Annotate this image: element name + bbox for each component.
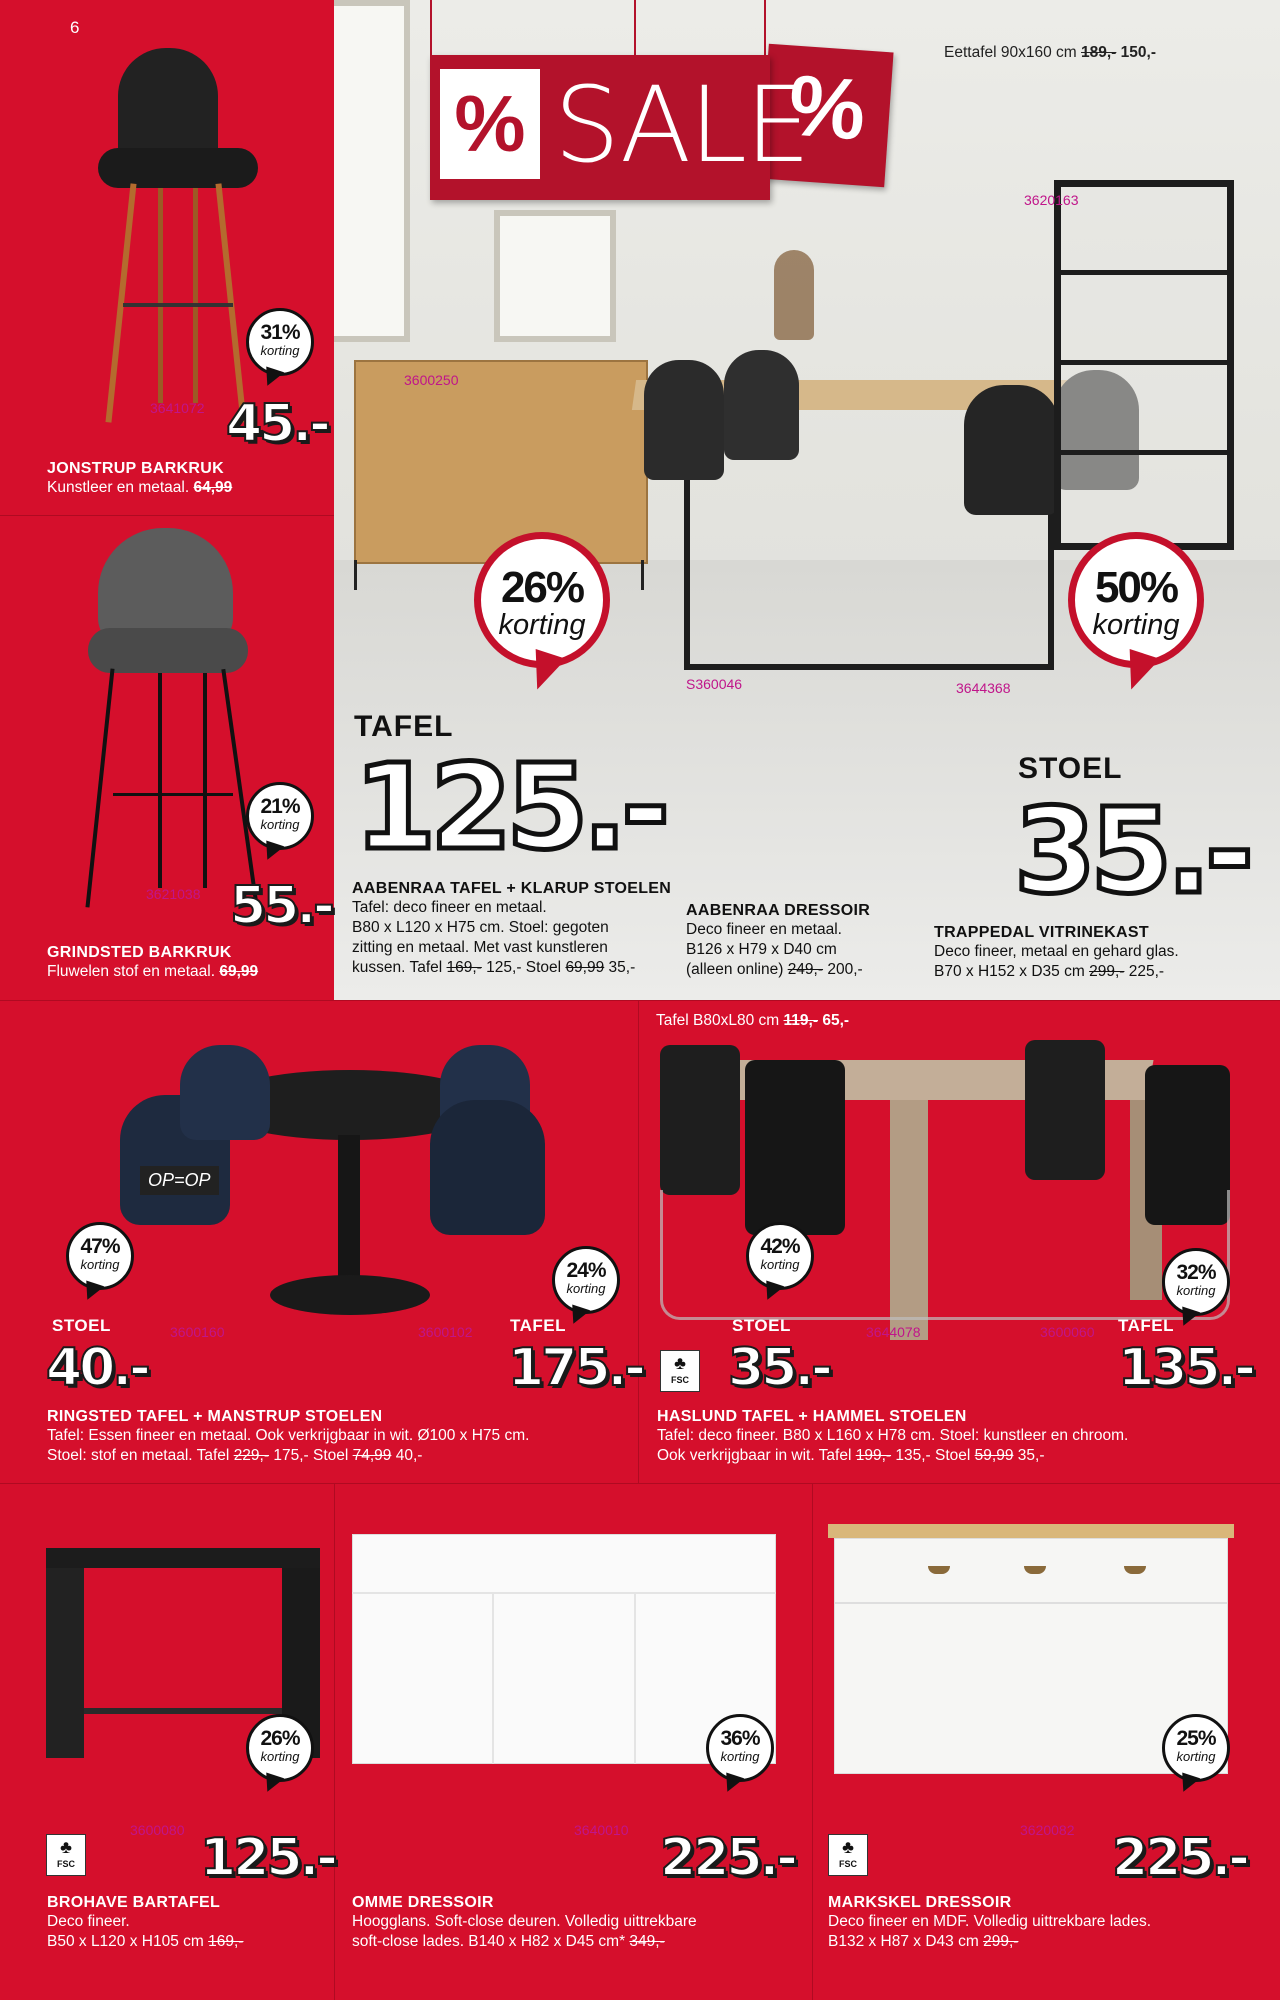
- haslund-mid: 135,- Stoel: [895, 1447, 971, 1464]
- brohave-line2-pre: B50 x L120 x H105 cm: [47, 1933, 204, 1950]
- jonstrup-desc: Kunstleer en metaal.: [47, 479, 190, 496]
- jonstrup-leg-3: [158, 188, 163, 403]
- haslund-tafel-discount-pct: 32%: [1176, 1261, 1216, 1284]
- manstrup-stoel-image-2: [180, 1045, 270, 1140]
- ringsted-stoel-discount-pct: 47%: [80, 1235, 120, 1258]
- window-left: [334, 0, 410, 342]
- omme-artnr: 3640010: [574, 1822, 629, 1838]
- vitrinekast-shelf-1: [1054, 270, 1234, 275]
- aabenraa-tafel-title: AABENRAA TAFEL + KLARUP STOELEN: [352, 880, 672, 897]
- aabenraa-dressoir-old-price: 249,-: [787, 961, 824, 978]
- markskel-line2-pre: B132 x H87 x D43 cm: [828, 1933, 979, 1950]
- grindsted-leg-2: [221, 669, 258, 907]
- aabenraa-dressoir-info: [686, 902, 896, 980]
- markskel-drawer-line: [834, 1602, 1228, 1604]
- divider-left-1: [0, 515, 334, 516]
- aabenraa-tafel-line3: zitting en metaal. Met vast kunstleren: [352, 939, 608, 956]
- vase-flowers: [774, 250, 814, 340]
- trappedal-line1: Deco fineer, metaal en gehard glas.: [934, 943, 1179, 960]
- haslund-stoel-price: 35.-: [728, 1338, 830, 1398]
- markskel-line1: Deco fineer en MDF. Volledig uittrekbare lades.: [828, 1913, 1152, 1930]
- hero-stoel-price: 35.-: [1014, 782, 1249, 920]
- ringsted-tafel-discount-pct: 24%: [566, 1259, 606, 1282]
- hero-tafel-price: 125.-: [354, 738, 665, 876]
- haslund-tafel-old-price: 199,-: [855, 1447, 892, 1464]
- grindsted-seat: [88, 628, 248, 673]
- fsc-tree-icon: ♣: [842, 1837, 854, 1857]
- artnr-vitrinekast: 3620163: [1024, 192, 1079, 208]
- markskel-fsc-text: FSC: [839, 1859, 857, 1869]
- haslund-tafel-discount-label: korting: [1176, 1283, 1216, 1298]
- jonstrup-title: JONSTRUP BARKRUK: [47, 460, 224, 477]
- haslund-tafel-discount-badge: [1162, 1248, 1230, 1316]
- brohave-title: BROHAVE BARTAFEL: [47, 1894, 221, 1911]
- grindsted-info: [47, 944, 327, 982]
- eettafel-old-price: 189,-: [1081, 44, 1117, 61]
- brohave-discount-badge: [246, 1714, 314, 1782]
- markskel-old-price: 299,-: [983, 1933, 1019, 1950]
- grindsted-desc: Fluwelen stof en metaal.: [47, 963, 216, 980]
- markskel-discount-badge: [1162, 1714, 1230, 1782]
- trappedal-line2-pre: B70 x H152 x D35 cm: [934, 963, 1085, 980]
- klarup-stoel-new-price: 35,-: [608, 959, 636, 976]
- markskel-price: 225.-: [1112, 1828, 1247, 1888]
- grindsted-old-price: 69,99: [219, 963, 259, 980]
- ringsted-stoel-label: STOEL: [52, 1316, 111, 1335]
- stoel-discount-label: korting: [1092, 609, 1180, 641]
- ringsted-tafel-discount-label: korting: [566, 1281, 606, 1296]
- trappedal-old-price: 299,-: [1089, 963, 1125, 980]
- stoel-discount-badge: [1068, 532, 1204, 668]
- markskel-discount-label: korting: [1176, 1749, 1216, 1764]
- omme-old-price: 349,-: [629, 1933, 665, 1950]
- haslund-artnr-1: 3644078: [866, 1324, 921, 1340]
- eettafel-new-price: 150,-: [1120, 44, 1157, 61]
- ringsted-line2-pre: Stoel: stof en metaal. Tafel: [47, 1447, 230, 1464]
- jonstrup-seat: [98, 148, 258, 188]
- ringsted-line1: Tafel: Essen fineer en metaal. Ook verkrijgbaar in wit. Ø100 x H75 cm.: [47, 1427, 530, 1444]
- fsc-tree-icon: ♣: [60, 1837, 72, 1857]
- trappedal-info: [934, 924, 1234, 982]
- grindsted-discount-pct: 21%: [260, 795, 300, 818]
- haslund-fsc-logo: [660, 1350, 700, 1392]
- artnr-dressoir: 3600250: [404, 372, 459, 388]
- page-number: 6: [70, 18, 80, 37]
- haslund-line2: [657, 1446, 1267, 1466]
- haslund-stoel-discount-label: korting: [760, 1257, 800, 1272]
- ringsted-tafel-label: TAFEL: [510, 1316, 567, 1335]
- brohave-crossbar: [84, 1708, 282, 1714]
- eettafel-note-text: Eettafel 90x160 cm: [944, 44, 1077, 61]
- trappedal-new-price: 225,-: [1128, 963, 1165, 980]
- brohave-discount-pct: 26%: [260, 1727, 300, 1750]
- grindsted-leg-4: [203, 673, 207, 888]
- omme-discount-badge: [706, 1714, 774, 1782]
- ringsted-table-base: [270, 1275, 430, 1315]
- ringsted-title: RINGSTED TAFEL + MANSTRUP STOELEN: [47, 1408, 383, 1425]
- divider-row-1: [0, 1000, 1280, 1001]
- haslund-tafel-price: 135.-: [1118, 1338, 1253, 1398]
- aabenraa-tafel-info: [352, 880, 682, 978]
- grindsted-footrest: [113, 793, 233, 796]
- markskel-top: [828, 1524, 1234, 1538]
- aabenraa-tafel-old-price: 169,-: [446, 959, 482, 976]
- omme-drawer-line: [352, 1592, 776, 1594]
- haslund-top-note: [656, 1012, 849, 1030]
- divider-row-2: [0, 1483, 1280, 1484]
- trappedal-vitrinekast-image: [1054, 180, 1234, 550]
- grindsted-leg-3: [158, 673, 162, 888]
- jonstrup-discount-label: korting: [260, 343, 300, 358]
- haslund-top-new-price: 65,-: [822, 1012, 850, 1029]
- brohave-info: [47, 1894, 327, 1952]
- klarup-stoel-image-3: [964, 385, 1059, 515]
- haslund-artnr-2: 3600060: [1040, 1324, 1095, 1340]
- sign-string-1: [430, 0, 432, 60]
- brohave-old-price: 169,-: [208, 1933, 244, 1950]
- artnr-stoel: 3644368: [956, 680, 1011, 696]
- ringsted-tafel-discount-badge: [552, 1246, 620, 1314]
- haslund-info: [657, 1408, 1267, 1466]
- hammel-stoel-image-3: [1025, 1040, 1105, 1180]
- klarup-stoel-image-1: [644, 360, 724, 480]
- ringsted-info: [47, 1408, 627, 1466]
- divider-middle-row2: [638, 1000, 639, 1483]
- sign-string-2: [634, 0, 636, 60]
- ringsted-stoel-discount-badge: [66, 1222, 134, 1290]
- aabenraa-dressoir-title: AABENRAA DRESSOIR: [686, 902, 871, 919]
- omme-line2-pre: soft-close lades. B140 x H82 x D45 cm*: [352, 1933, 626, 1950]
- haslund-fsc-text: FSC: [671, 1375, 689, 1385]
- jonstrup-price: 45.-: [226, 394, 328, 454]
- haslund-title: HASLUND TAFEL + HAMMEL STOELEN: [657, 1408, 967, 1425]
- haslund-line2-pre: Ook verkrijgbaar in wit. Tafel: [657, 1447, 852, 1464]
- ringsted-stoel-price: 40.-: [46, 1338, 148, 1398]
- ringsted-mid: 175,- Stoel: [273, 1447, 349, 1464]
- brohave-fsc-text: FSC: [57, 1859, 75, 1869]
- aabenraa-tafel-mid: 125,- Stoel: [486, 959, 562, 976]
- eettafel-note: [944, 44, 1156, 62]
- klarup-stoel-old-price: 69,99: [565, 959, 605, 976]
- markskel-title: MARKSKEL DRESSOIR: [828, 1894, 1012, 1911]
- jonstrup-desc-line: [47, 478, 327, 498]
- tafel-discount-pct: 26%: [500, 563, 584, 612]
- op-is-op-label: OP=OP: [140, 1166, 219, 1195]
- aabenraa-dressoir-line2: B126 x H79 x D40 cm: [686, 941, 837, 958]
- grindsted-price: 55.-: [230, 876, 332, 936]
- aabenraa-tafel-line1: Tafel: deco fineer en metaal.: [352, 899, 547, 916]
- hammel-stoel-old-price: 59,99: [974, 1447, 1014, 1464]
- manstrup-stoel-old-price: 74,99: [352, 1447, 392, 1464]
- tafel-discount-label: korting: [498, 609, 586, 641]
- sale-sign-right-percent: %: [785, 57, 869, 159]
- brohave-price: 125.-: [200, 1828, 335, 1888]
- vitrinekast-shelf-3: [1054, 450, 1234, 455]
- omme-discount-label: korting: [720, 1749, 760, 1764]
- artnr-tafel: S360046: [686, 676, 743, 692]
- grindsted-artnr: 3621038: [146, 886, 201, 902]
- hero-stoel-label: STOEL: [1018, 752, 1123, 785]
- hammel-stoel-new-price: 35,-: [1017, 1447, 1045, 1464]
- omme-title: OMME DRESSOIR: [352, 1894, 494, 1911]
- jonstrup-image: [88, 48, 268, 428]
- manstrup-stoel-new-price: 40,-: [395, 1447, 423, 1464]
- markskel-info: [828, 1894, 1268, 1952]
- divider-row3-2: [812, 1483, 813, 2000]
- omme-info: [352, 1894, 792, 1952]
- grindsted-discount-label: korting: [260, 817, 300, 832]
- aabenraa-dressoir-line3-pre: (alleen online): [686, 961, 784, 978]
- hero-photo: [334, 0, 1280, 1000]
- jonstrup-discount-pct: 31%: [260, 321, 300, 344]
- sale-sign-percent-box: [440, 69, 540, 179]
- tafel-discount-badge: [474, 532, 610, 668]
- brohave-line2: [47, 1932, 327, 1952]
- window-right: [494, 210, 616, 342]
- markskel-fsc-logo: [828, 1834, 868, 1876]
- jonstrup-old-price: 64,99: [193, 479, 233, 496]
- haslund-top-old-price: 119,-: [783, 1012, 819, 1029]
- jonstrup-footrest: [123, 303, 233, 307]
- omme-door-line-2: [634, 1594, 636, 1764]
- aabenraa-dressoir-new-price: 200,-: [827, 961, 863, 978]
- brohave-fsc-logo: [46, 1834, 86, 1876]
- brohave-top: [46, 1548, 320, 1568]
- markskel-discount-pct: 25%: [1176, 1727, 1216, 1750]
- haslund-tafel-label: TAFEL: [1118, 1316, 1175, 1335]
- hero-tafel-label: TAFEL: [354, 710, 454, 743]
- jonstrup-artnr: 3641072: [150, 400, 205, 416]
- brohave-line1: Deco fineer.: [47, 1913, 130, 1930]
- haslund-stoel-discount-pct: 42%: [760, 1235, 800, 1258]
- brohave-discount-label: korting: [260, 1749, 300, 1764]
- haslund-image: [660, 1040, 1240, 1350]
- sale-sign-main: [430, 55, 809, 200]
- ringsted-artnr-1: 3600160: [170, 1324, 225, 1340]
- brohave-side-left: [46, 1568, 84, 1758]
- sign-string-3: [764, 0, 766, 55]
- grindsted-image: [88, 528, 288, 918]
- vitrinekast-shelf-2: [1054, 360, 1234, 365]
- sale-sign-left-percent: %: [454, 79, 526, 168]
- aabenraa-dressoir-image: [354, 360, 648, 564]
- grindsted-leg-1: [85, 668, 114, 907]
- omme-door-line-1: [492, 1594, 494, 1764]
- omme-line1: Hoogglans. Soft-close deuren. Volledig uittrekbare: [352, 1913, 697, 1930]
- haslund-line1: Tafel: deco fineer. B80 x L160 x H78 cm. Stoel: kunstleer en chroom.: [657, 1427, 1129, 1444]
- aabenraa-tafel-line4: [352, 958, 682, 978]
- stoel-discount-pct: 50%: [1094, 563, 1178, 612]
- omme-price: 225.-: [660, 1828, 795, 1888]
- haslund-stoel-label: STOEL: [732, 1316, 791, 1335]
- hammel-stoel-image-1: [660, 1045, 740, 1195]
- divider-row3-1: [334, 1483, 335, 2000]
- trappedal-line2: [934, 962, 1234, 982]
- ringsted-tafel-price: 175.-: [508, 1338, 643, 1398]
- ringsted-stoel-discount-label: korting: [80, 1257, 120, 1272]
- jonstrup-info: [47, 460, 327, 498]
- aabenraa-dressoir-line1: Deco fineer en metaal.: [686, 921, 842, 938]
- ringsted-table-pedestal: [338, 1135, 360, 1285]
- grindsted-desc-line: [47, 962, 327, 982]
- brohave-artnr: 3600080: [130, 1822, 185, 1838]
- jonstrup-discount-badge: [246, 308, 314, 376]
- markskel-artnr: 3620082: [1020, 1822, 1075, 1838]
- ringsted-tafel-old-price: 229,-: [233, 1447, 270, 1464]
- ringsted-artnr-2: 3600102: [418, 1324, 473, 1340]
- haslund-stoel-discount-badge: [746, 1222, 814, 1290]
- haslund-top-note-text: Tafel B80xL80 cm: [656, 1012, 780, 1029]
- aabenraa-dressoir-line3: [686, 960, 896, 980]
- omme-line2: [352, 1932, 792, 1952]
- fsc-tree-icon: ♣: [674, 1353, 686, 1373]
- aabenraa-tafel-line4-pre: kussen. Tafel: [352, 959, 443, 976]
- sale-sign-text: SALE: [554, 64, 809, 186]
- trappedal-title: TRAPPEDAL VITRINEKAST: [934, 924, 1149, 941]
- ringsted-line2: [47, 1446, 627, 1466]
- jonstrup-leg-4: [193, 188, 198, 403]
- markskel-line2: [828, 1932, 1268, 1952]
- aabenraa-tafel-line2: B80 x L120 x H75 cm. Stoel: gegoten: [352, 919, 609, 936]
- grindsted-title: GRINDSTED BARKRUK: [47, 944, 232, 961]
- klarup-stoel-image-2: [724, 350, 799, 460]
- omme-discount-pct: 36%: [720, 1727, 760, 1750]
- grindsted-discount-badge: [246, 782, 314, 850]
- manstrup-stoel-image-4: [430, 1100, 545, 1235]
